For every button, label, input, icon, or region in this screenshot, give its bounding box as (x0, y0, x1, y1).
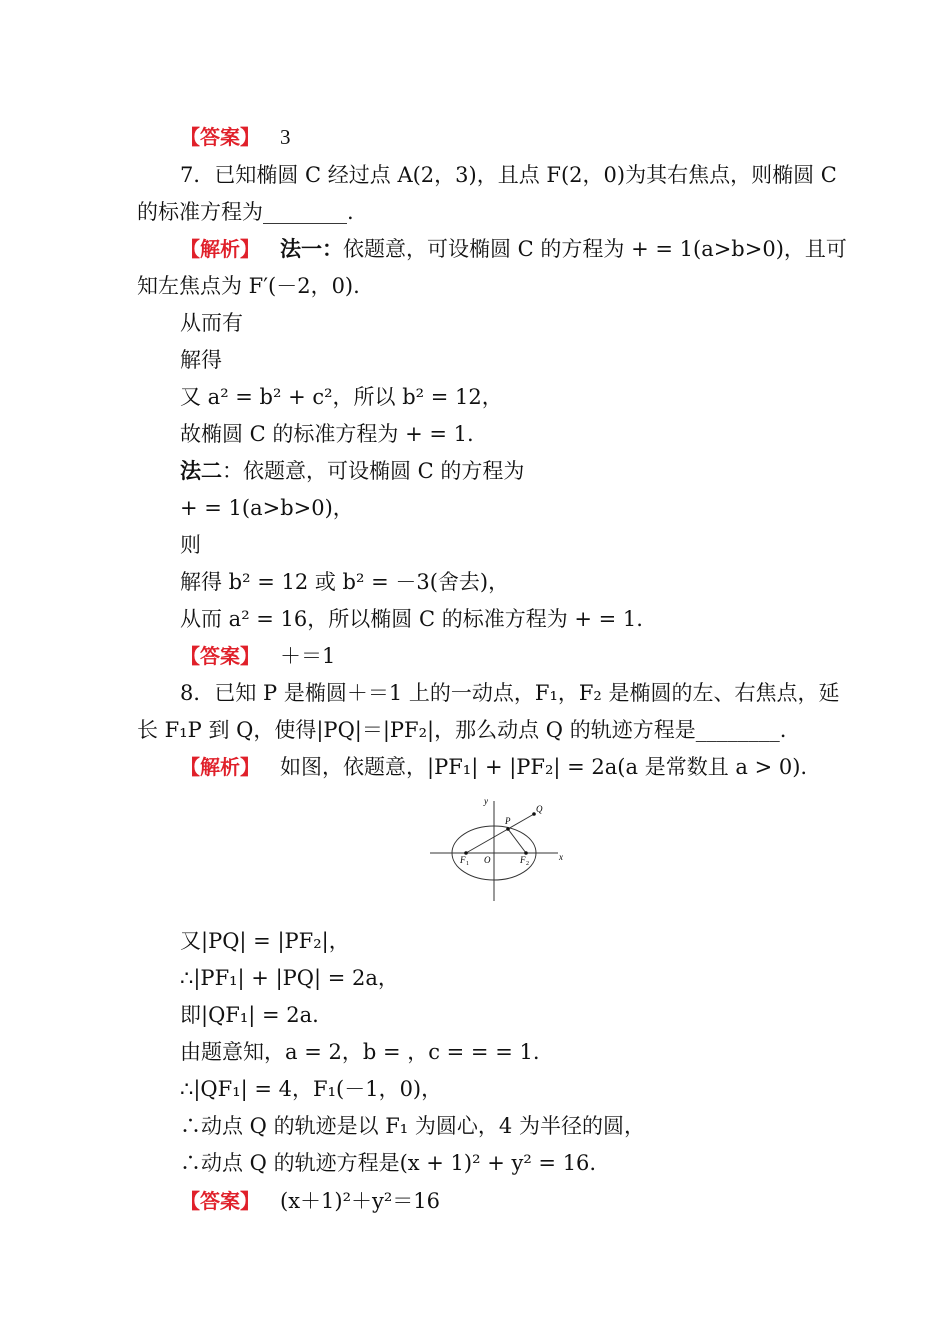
q8-answer-line (180, 1187, 440, 1215)
q7-m2-step3: 解得 b² = 12 或 b² = －3(舍去)， (180, 570, 510, 594)
q6-answer-value: 3 (280, 125, 291, 149)
q8-answer-value: (x＋1)²＋y²＝16 (280, 1189, 441, 1213)
q7-m2-step2: 则 (180, 533, 201, 557)
label-x: x (559, 852, 563, 862)
analysis-label: 【解析】 (180, 237, 260, 261)
q8-step3: 即|QF₁| = 2a. (180, 1003, 319, 1027)
point-p (506, 827, 510, 831)
q8-step7: ∴动点 Q 的轨迹方程是(x + 1)² + y² = 16. (180, 1151, 597, 1175)
q7-m2-step1: + = 1(a>b>0)， (180, 496, 354, 520)
segment-p-f2 (508, 829, 526, 853)
label-p: P (505, 816, 511, 826)
q7-m2-step4: 从而 a² = 16，所以椭圆 C 的标准方程为 + = 1. (180, 607, 643, 631)
q6-answer-line (180, 123, 291, 151)
answer-label: 【答案】 (180, 1189, 260, 1213)
q7-answer-line (180, 642, 335, 670)
label-f2: F (520, 855, 526, 865)
segment-f1-p (466, 829, 508, 853)
segment-p-q (508, 814, 534, 829)
q8-analysis-text: 如图，依题意，|PF₁| + |PF₂| = 2a(a 是常数且 a > 0). (280, 755, 808, 779)
label-q: Q (536, 804, 543, 814)
answer-label: 【答案】 (180, 125, 260, 149)
method2-text: ：依题意，可设椭圆 C 的方程为 (222, 459, 525, 483)
q7-answer-value: ＋＝1 (280, 644, 336, 668)
q7-analysis-text: 依题意，可设椭圆 C 的方程为 + = 1(a>b>0)，且可 (343, 237, 847, 261)
q8-question-line2: 长 F₁P 到 Q，使得|PQ|＝|PF₂|，那么动点 Q 的轨迹方程是________. (137, 718, 787, 742)
label-o: O (484, 855, 491, 865)
q7-method2-line (180, 457, 524, 485)
label-f1-sub: 1 (466, 861, 469, 867)
q7-step2: 解得 (180, 348, 222, 372)
label-f2-sub: 2 (526, 861, 529, 867)
label-y: y (484, 796, 488, 806)
method1-label: 法一： (280, 236, 343, 261)
q8-step6: ∴动点 Q 的轨迹是以 F₁ 为圆心，4 为半径的圆， (180, 1114, 645, 1138)
q7-step1: 从而有 (180, 311, 243, 335)
q8-step1: 又|PQ| = |PF₂|， (180, 929, 350, 953)
q8-step5: ∴|QF₁| = 4，F₁(－1，0)， (180, 1077, 443, 1101)
ellipse-figure (428, 793, 568, 903)
q8-step2: ∴|PF₁| + |PQ| = 2a， (180, 966, 399, 990)
q7-question-line2: 的标准方程为________. (137, 200, 354, 224)
q8-question-line1: 8．已知 P 是椭圆＋＝1 上的一动点，F₁，F₂ 是椭圆的左、右焦点，延 (180, 681, 840, 705)
answer-label: 【答案】 (180, 644, 260, 668)
q7-question-line1: 7．已知椭圆 C 经过点 A(2，3)，且点 F(2，0)为其右焦点，则椭圆 C (180, 163, 837, 187)
method2-label: 法二 (180, 458, 222, 483)
label-f1: F (460, 855, 466, 865)
q7-step3: 又 a² = b² + c²，所以 b² = 12， (180, 385, 503, 409)
q8-step4: 由题意知，a = 2，b = ，c = = = 1. (180, 1040, 540, 1064)
q7-step4: 故椭圆 C 的标准方程为 + = 1. (180, 422, 474, 446)
analysis-label: 【解析】 (180, 755, 260, 779)
q7-analysis-line2: 知左焦点为 F′(－2，0). (137, 274, 360, 298)
q8-analysis-line (180, 753, 807, 781)
q7-analysis-line1 (180, 235, 847, 263)
